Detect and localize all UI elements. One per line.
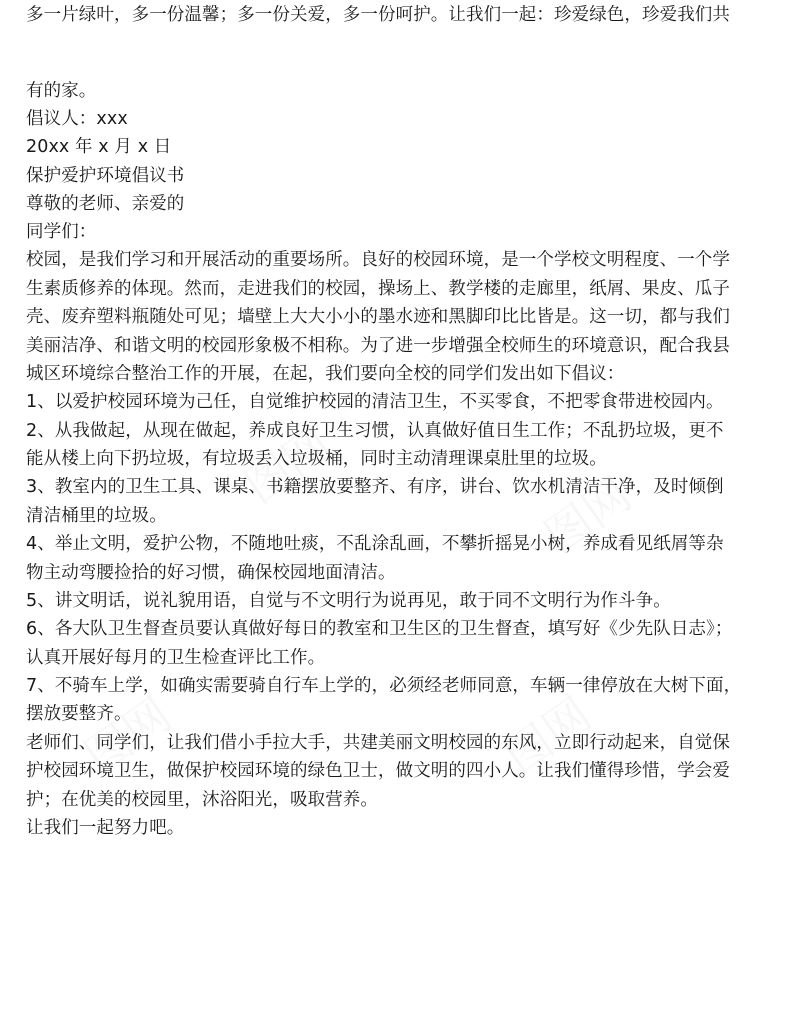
- proposal-item: 6、各大队卫生督查员要认真做好每日的教室和卫生区的卫生督查，填写好《少先队日志》；: [26, 619, 733, 639]
- proposal-item: 2、从我做起，从现在做起，养成良好卫生习惯，认真做好值日生工作；不乱扔垃圾，更不: [26, 421, 724, 441]
- salutation-line: 同学们：: [26, 222, 97, 242]
- text-line: 护；在优美的校园里，沐浴阳光，吸取营养。: [26, 790, 378, 810]
- text-line: 生素质修养的体现。然而，走进我们的校园，操场上、教学楼的走廊里，纸屑、果皮、瓜子: [26, 279, 730, 299]
- text-line: 多一片绿叶，多一份温馨；多一份关爱，多一份呵护。让我们一起：珍爱绿色，珍爱我们共: [26, 5, 730, 25]
- text-line: 老师们、同学们，让我们借小手拉大手，共建美丽文明校园的东风，立即行动起来，自觉保: [26, 733, 730, 753]
- text-line: 城区环境综合整治工作的开展，在起，我们要向全校的同学们发出如下倡议：: [26, 364, 625, 384]
- proposal-item: 7、不骑车上学，如确实需要骑自行车上学的，必须经老师同意，车辆一律停放在大树下面，: [26, 676, 742, 696]
- text-line: 壳、废弃塑料瓶随处可见；墙壁上大大小小的墨水迹和黑脚印比比皆是。这一切，都与我们: [26, 307, 730, 327]
- text-line: 能从楼上向下扔垃圾，有垃圾丢入垃圾桶，同时主动清理课桌肚里的垃圾。: [26, 449, 607, 469]
- text-line: 校园，是我们学习和开展活动的重要场所。良好的校园环境，是一个学校文明程度、一个学: [26, 250, 730, 270]
- text-line: 护校园环境卫生，做保护校园环境的绿色卫士，做文明的四小人。让我们懂得珍惜，学会爱: [26, 761, 730, 781]
- text-line: 美丽洁净、和谐文明的校园形象极不相称。为了进一步增强全校师生的环境意识，配合我县: [26, 336, 730, 356]
- text-line: 物主动弯腰捡拾的好习惯，确保校园地面清洁。: [26, 563, 396, 583]
- closing-line: 让我们一起努力吧。: [26, 818, 185, 838]
- text-line: 清洁桶里的垃圾。: [26, 506, 167, 526]
- text-line: 认真开展好每月的卫生检查评比工作。: [26, 648, 326, 668]
- proposal-item: 3、教室内的卫生工具、课桌、书籍摆放要整齐、有序，讲台、饮水机清洁干净，及时倾倒: [26, 477, 724, 497]
- salutation-line: 尊敬的老师、亲爱的: [26, 194, 185, 214]
- text-line: 有的家。: [26, 81, 97, 101]
- document-title: 保护爱护环境倡议书: [26, 166, 185, 186]
- text-line: 摆放要整齐。: [26, 704, 132, 724]
- proposal-item: 4、举止文明，爱护公物，不随地吐痰，不乱涂乱画，不攀折摇晃小树，养成看见纸屑等杂: [26, 534, 724, 554]
- proposal-item: 5、讲文明话，说礼貌用语，自觉与不文明行为说再见，敢于同不文明行为作斗争。: [26, 591, 671, 611]
- proposal-item: 1、以爱护校园环境为己任，自觉维护校园的清洁卫生，不买零食，不把零食带进校园内。: [26, 392, 724, 412]
- date-line: 20xx 年 x 月 x 日: [26, 137, 172, 157]
- signer-line: 倡议人：xxx: [26, 109, 128, 129]
